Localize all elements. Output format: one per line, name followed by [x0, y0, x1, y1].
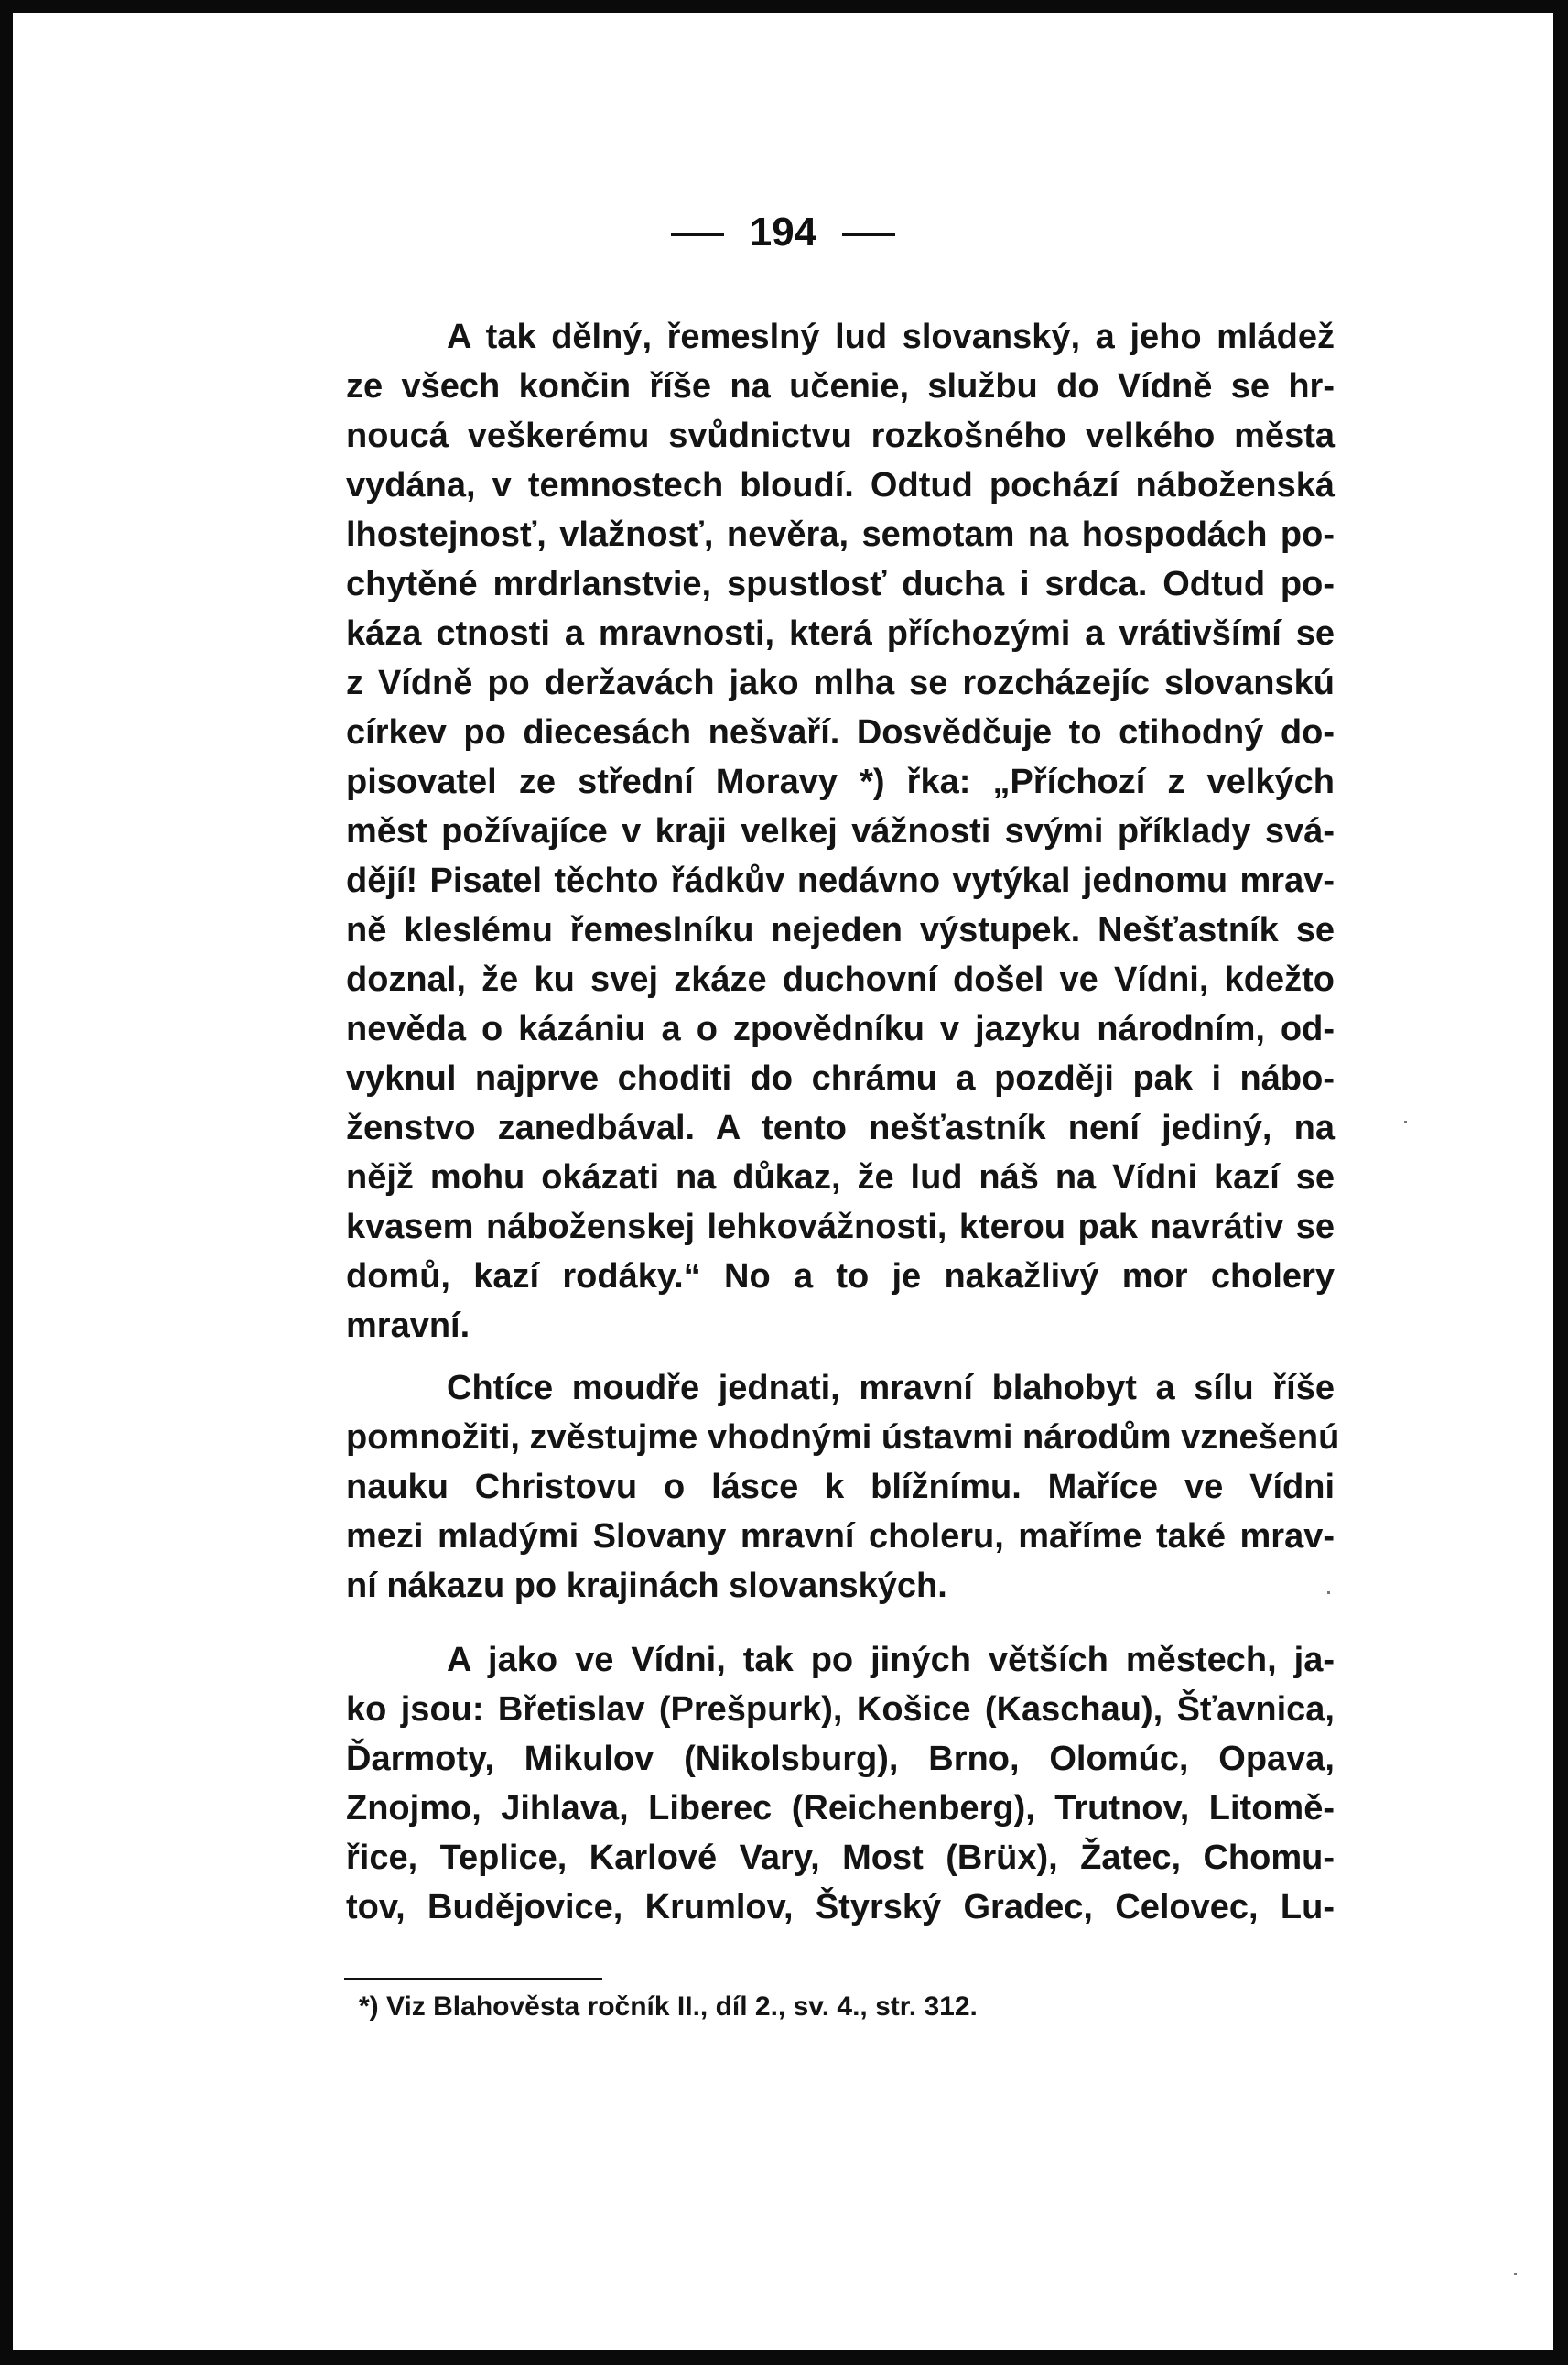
text-line: z Vídně po deržavách jako mlha se rozcházejíc slovanskú: [346, 664, 1335, 702]
text-line: církev po diecesách nešvaří. Dosvědčuje to ctihodný do-: [346, 713, 1335, 752]
page-number: 194: [749, 210, 817, 255]
text-line: Ďarmoty, Mikulov (Nikolsburg), Brno, Olomúc, Opava,: [346, 1740, 1335, 1778]
text-line: mezi mladými Slovany mravní choleru, maříme také mrav-: [346, 1517, 1335, 1556]
text-line: ně kleslému řemeslníku nejeden výstupek. Nešťastník se: [346, 911, 1335, 949]
footnote: *) Viz Blahověsta ročník II., díl 2., sv. 4., str. 312.: [359, 1991, 978, 2022]
text-line: doznal, že ku svej zkáze duchovní došel ve Vídni, kdežto: [346, 960, 1335, 999]
book-page: [13, 13, 1553, 2350]
text-line: ženstvo zanedbával. A tento nešťastník není jediný, na: [346, 1109, 1335, 1147]
header-dash-right: [842, 233, 895, 236]
text-line: káza ctnosti a mravnosti, která příchozými a vrátivšímí se: [346, 614, 1335, 653]
page-header: [13, 210, 1553, 255]
text-line: A tak dělný, řemeslný lud slovanský, a jeho mládež: [447, 318, 1335, 356]
text-line: pomnožiti, zvěstujme vhodnými ústavmi národům vznešenú: [346, 1418, 1340, 1457]
text-line: ze všech končin říše na učenie, službu do Vídně se hr-: [346, 367, 1335, 406]
text-line: řice, Teplice, Karlové Vary, Most (Brüx), Žatec, Chomu-: [346, 1839, 1335, 1877]
text-line: Chtíce moudře jednati, mravní blahobyt a sílu říše: [447, 1369, 1335, 1407]
text-line: vyknul najprve choditi do chrámu a později pak i nábo-: [346, 1059, 1335, 1098]
text-line: tov, Budějovice, Krumlov, Štyrský Gradec, Celovec, Lu-: [346, 1888, 1335, 1926]
speck: [1404, 1121, 1407, 1123]
text-line: noucá veškerému svůdnictvu rozkošného velkého města: [346, 417, 1335, 455]
paragraph-1: [346, 312, 1335, 1351]
header-dash-left: [671, 233, 724, 236]
text-line: mravní.: [346, 1307, 470, 1345]
speck: [1514, 2273, 1517, 2275]
text-line: domů, kazí rodáky.“ No a to je nakažlivý mor cholery: [346, 1257, 1335, 1296]
text-line: A jako ve Vídni, tak po jiných větších městech, ja-: [447, 1641, 1335, 1679]
text-line: nevěda o kázániu a o zpovědníku v jazyku národním, od-: [346, 1010, 1335, 1048]
text-line: Znojmo, Jihlava, Liberec (Reichenberg), Trutnov, Litomě-: [346, 1789, 1335, 1828]
text-line: pisovatel ze střední Moravy *) řka: „Příchozí z velkých: [346, 763, 1335, 801]
text-line: lhostejnosť, vlažnosť, nevěra, semotam na hospodách po-: [346, 515, 1335, 554]
text-line: měst požívajíce v kraji velkej vážnosti svými příklady svá-: [346, 812, 1335, 851]
text-line: vydána, v temnostech bloudí. Odtud pochází náboženská: [346, 466, 1335, 504]
text-line: dějí! Pisatel těchto řádkův nedávno vytýkal jednomu mrav-: [346, 862, 1335, 900]
text-line: nauku Christovu o lásce k blížnímu. Maříce ve Vídni: [346, 1468, 1335, 1506]
text-line: kvasem náboženskej lehkovážnosti, kterou pak navrátiv se: [346, 1208, 1335, 1246]
speck: [1327, 1591, 1330, 1594]
paragraph-3: [346, 1635, 1335, 1932]
paragraph-2: [346, 1363, 1340, 1611]
text-line: ní nákazu po krajinách slovanských.: [346, 1567, 947, 1605]
footnote-rule: [344, 1978, 602, 1980]
text-line: nějž mohu okázati na důkaz, že lud náš na Vídni kazí se: [346, 1158, 1335, 1197]
text-line: chytěné mrdrlanstvie, spustlosť ducha i srdca. Odtud po-: [346, 565, 1335, 603]
text-line: ko jsou: Břetislav (Prešpurk), Košice (Kaschau), Šťavnica,: [346, 1690, 1335, 1729]
